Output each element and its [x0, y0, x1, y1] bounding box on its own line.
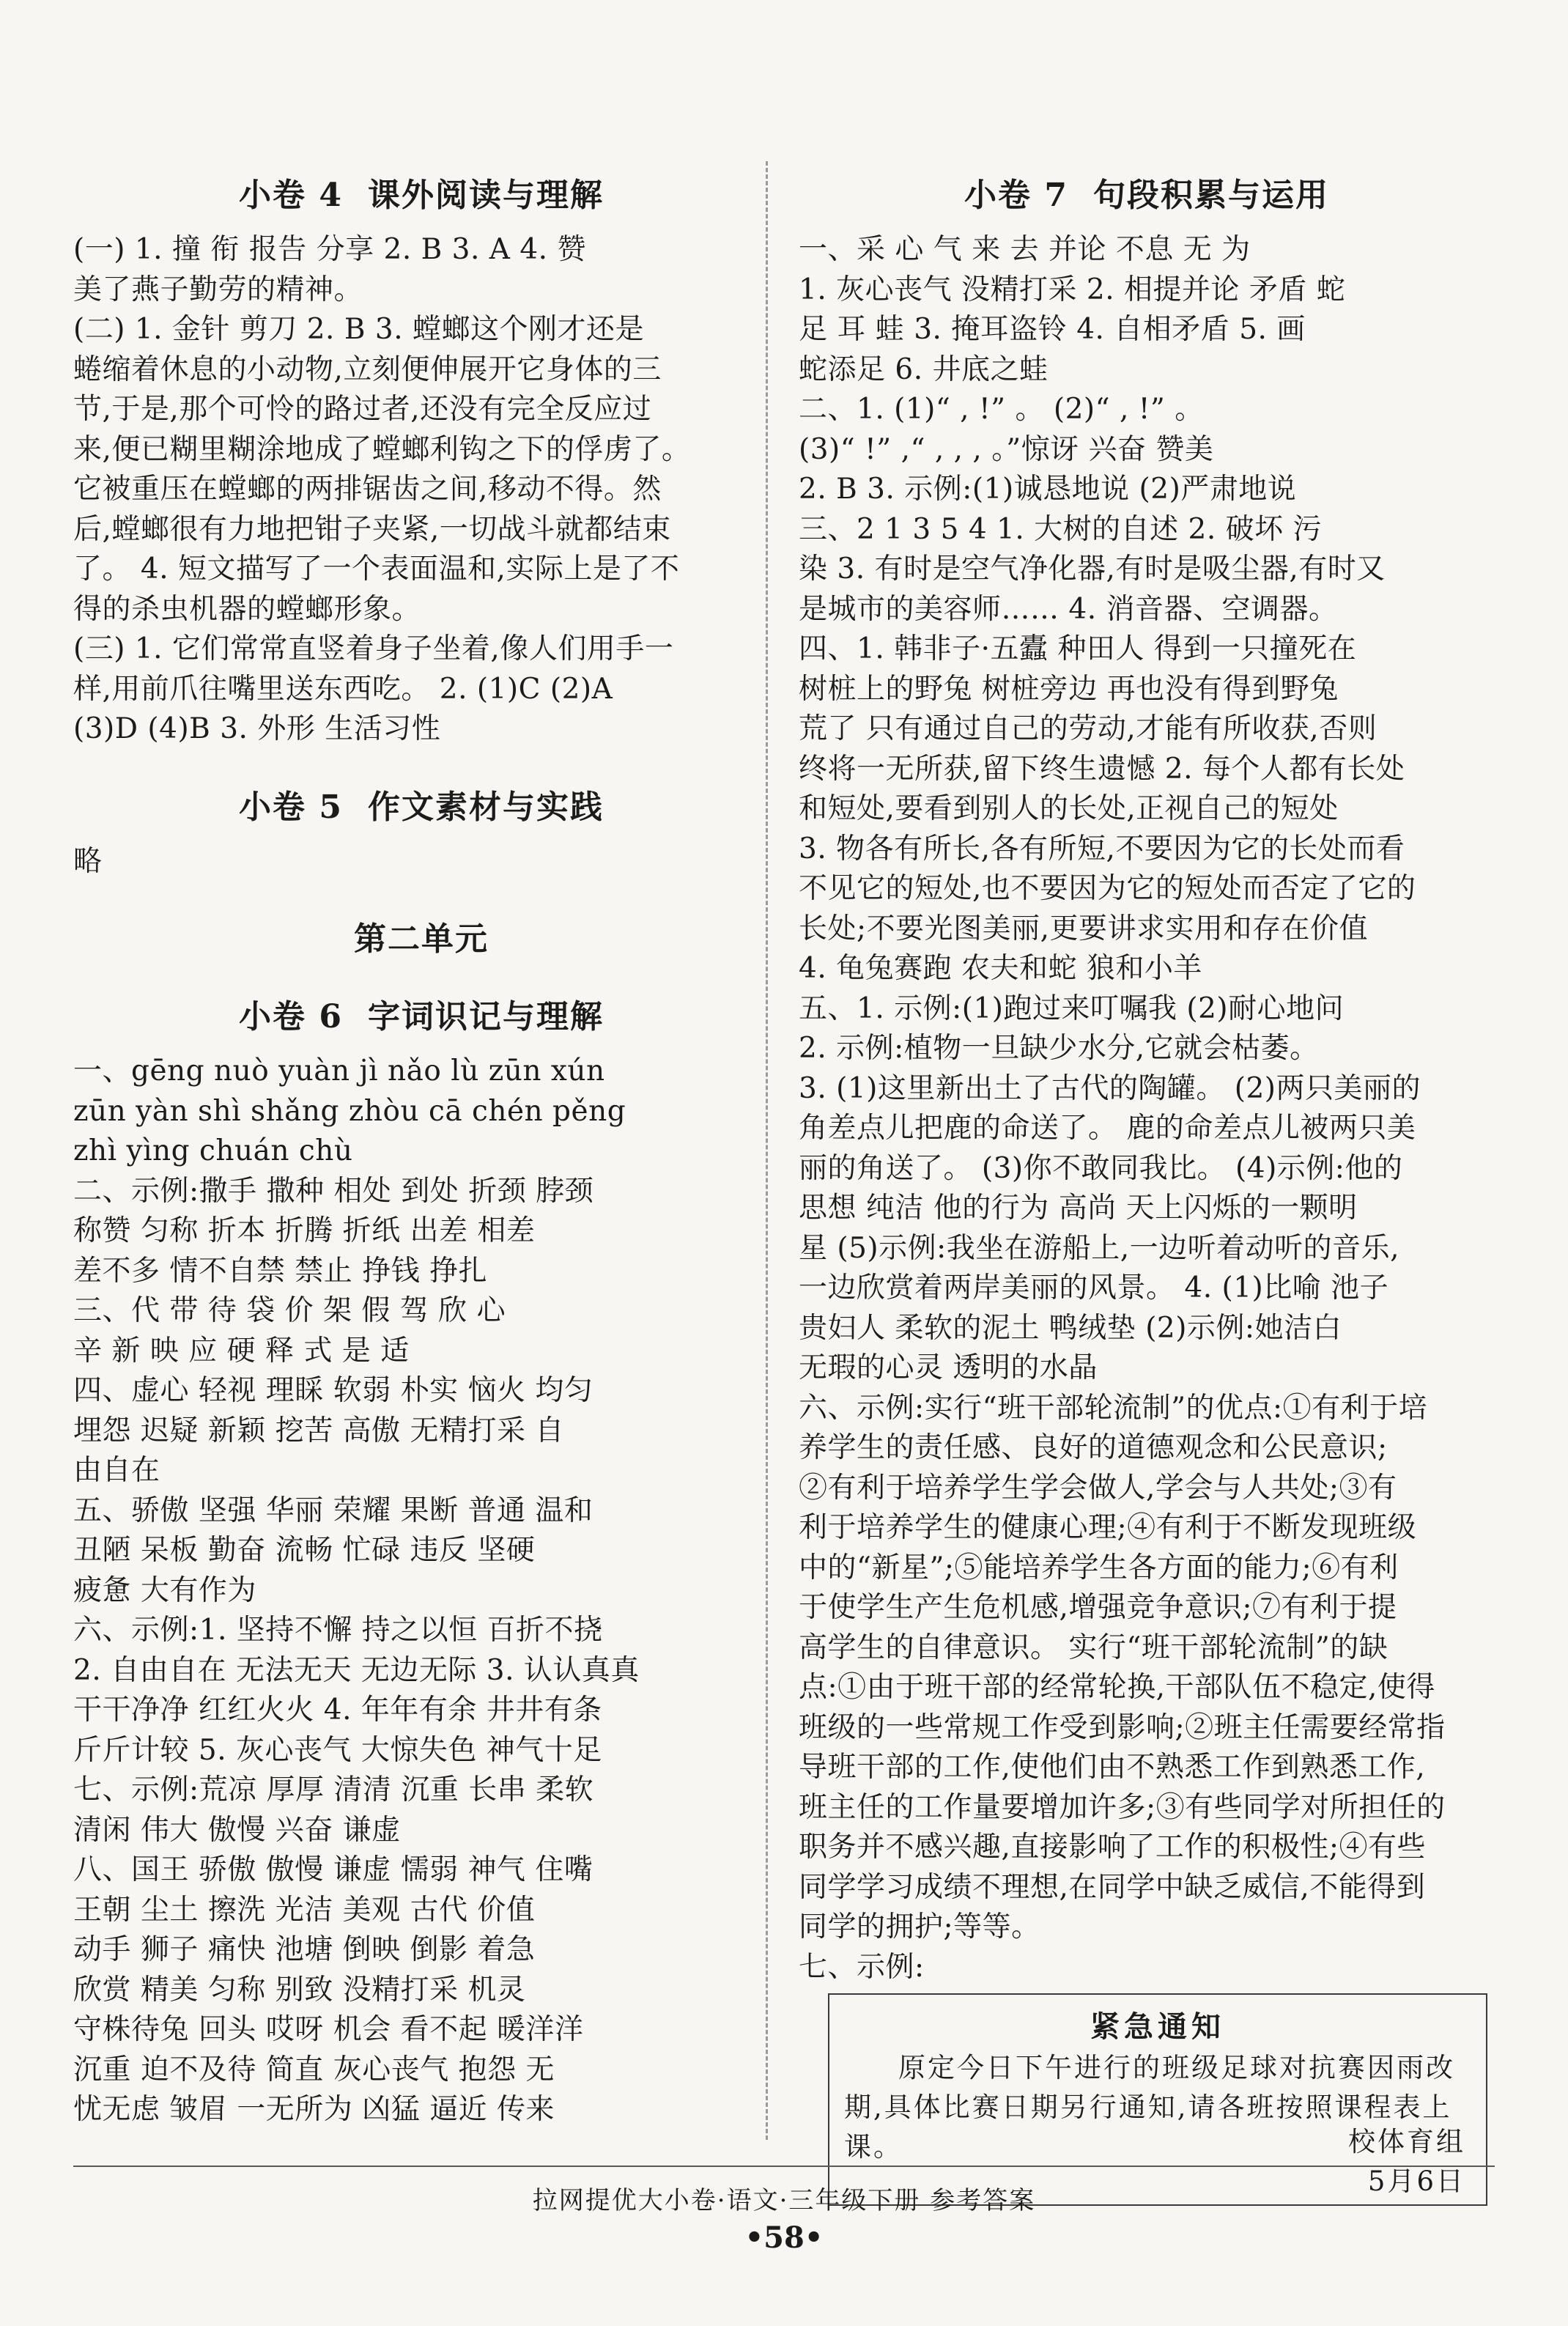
- answer-line: 2. B 3. 示例:(1)诚恳地说 (2)严肃地说: [799, 473, 1297, 506]
- section-7-heading: [799, 169, 1495, 215]
- answer-line: 四、虚心 轻视 理睬 软弱 朴实 恼火 均匀: [73, 1374, 593, 1407]
- answer-line: 不见它的短处,也不要因为它的短处而否定了它的: [799, 872, 1416, 905]
- answer-line: 足 耳 蛙 3. 掩耳盗铃 4. 自相矛盾 5. 画: [799, 313, 1306, 346]
- answer-line: 干干净净 红红火火 4. 年年有余 井井有条: [73, 1694, 602, 1727]
- answer-line: 班主任的工作量要增加许多;③有些同学对所担任的: [799, 1790, 1446, 1824]
- answer-line: 忧无虑 皱眉 一无所为 凶猛 逼近 传来: [73, 2093, 555, 2126]
- answer-line: 五、1. 示例:(1)跑过来叮嘱我 (2)耐心地问: [799, 992, 1345, 1025]
- answer-line: zhì yìng chuán chù: [73, 1134, 353, 1167]
- section-7-title: 句段积累与运用: [1092, 177, 1329, 214]
- answer-line: 了。 4. 短文描写了一个表面温和,实际上是了不: [73, 553, 680, 586]
- answer-line: 欣赏 精美 匀称 别致 没精打采 机灵: [73, 1973, 526, 2006]
- notice-title: 紧急通知: [1090, 2009, 1225, 2044]
- answer-line: 一边欣赏着两岸美丽的风景。 4. (1)比喻 池子: [799, 1271, 1389, 1304]
- answer-line: 丽的角送了。 (3)你不敢同我比。 (4)示例:他的: [799, 1151, 1403, 1185]
- answer-line: 思想 纯洁 他的行为 高尚 天上闪烁的一颗明: [799, 1192, 1358, 1225]
- answer-line: 2. 自由自在 无法无天 无边无际 3. 认认真真: [73, 1653, 640, 1687]
- answer-line: (三) 1. 它们常常直竖着身子坐着,像人们用手一: [73, 632, 674, 665]
- answer-line: 由自在: [73, 1454, 160, 1487]
- answer-line: 二、示例:撒手 撒种 相处 到处 折颈 脖颈: [73, 1174, 594, 1208]
- answer-line: 沉重 迫不及待 简直 灰心丧气 抱怨 无: [73, 2053, 555, 2086]
- section-4-answers: [73, 230, 769, 750]
- answer-line: 3. (1)这里新出土了古代的陶罐。 (2)两只美丽的: [799, 1071, 1421, 1105]
- answer-line: 它被重压在螳螂的两排锯齿之间,移动不得。然: [73, 473, 662, 506]
- answer-line: 六、示例:1. 坚持不懈 持之以恒 百折不挠: [73, 1614, 603, 1647]
- section-7-number: 小卷 7: [964, 177, 1068, 214]
- answer-line: 来,便已糊里糊涂地成了螳螂利钩之下的俘虏了。: [73, 432, 691, 466]
- footer-title: 拉网提优大小卷·语文·三年级下册 参考答案: [532, 2186, 1036, 2215]
- answer-line: 高学生的自律意识。 实行“班干部轮流制”的缺: [799, 1631, 1388, 1664]
- answer-line: 角差点儿把鹿的命送了。 鹿的命差点儿被两只美: [799, 1112, 1416, 1145]
- section-5-heading: [73, 780, 769, 827]
- unit-heading: 第二单元: [354, 920, 489, 958]
- answer-line: 导班干部的工作,使他们由不熟悉工作到熟悉工作,: [799, 1751, 1426, 1784]
- answer-line: 王朝 尘土 擦洗 光洁 美观 古代 价值: [73, 1893, 536, 1927]
- notice-body: 原定今日下午进行的班级足球对抗赛因雨改期,具体比赛日期另行通知,请各班按照课程表上课。: [844, 2052, 1455, 2163]
- answer-line: 丑陋 呆板 勤奋 流畅 忙碌 违反 坚硬: [73, 1534, 536, 1567]
- answer-line: 贵妇人 柔软的泥土 鸭绒垫 (2)示例:她洁白: [799, 1311, 1342, 1345]
- answer-line: 三、代 带 待 袋 价 架 假 驾 欣 心: [73, 1294, 506, 1327]
- answer-line: 于使学生产生危机感,增强竞争意识;⑦有利于提: [799, 1591, 1397, 1624]
- emergency-notice-box: [828, 1993, 1487, 2206]
- answer-line: 守株待兔 回头 哎呀 机会 看不起 暖洋洋: [73, 2013, 584, 2046]
- answer-line: 八、国王 骄傲 傲慢 谦虚 懦弱 神气 住嘴: [73, 1853, 593, 1886]
- answer-line: 无瑕的心灵 透明的水晶: [799, 1351, 1098, 1384]
- answer-line: 荒了 只有通过自己的劳动,才能有所收获,否则: [799, 712, 1377, 745]
- answer-line: 四、1. 韩非子·五蠹 种田人 得到一只撞死在: [799, 632, 1357, 665]
- answer-line: 七、示例:: [799, 1950, 925, 1984]
- section-6-heading: [73, 990, 769, 1037]
- answer-line: 终将一无所获,留下终生遗憾 2. 每个人都有长处: [799, 752, 1405, 786]
- answer-line: 职务并不感兴趣,直接影响了工作的积极性;④有些: [799, 1831, 1427, 1864]
- section-6-number: 小卷 6: [239, 998, 343, 1035]
- answer-line: 是城市的美容师…… 4. 消音器、空调器。: [799, 592, 1338, 626]
- section-5-title: 作文素材与实践: [367, 788, 604, 826]
- answer-line: 长处;不要光图美丽,更要讲求实用和存在价值: [799, 912, 1369, 945]
- answer-line: 辛 新 映 应 硬 释 式 是 适: [73, 1334, 410, 1367]
- answer-line: 埋怨 迟疑 新颖 挖苦 高傲 无精打采 自: [73, 1414, 564, 1447]
- section-4-title: 课外阅读与理解: [367, 177, 604, 214]
- answer-line: 利于培养学生的健康心理;④有利于不断发现班级: [799, 1511, 1417, 1544]
- answer-line: 五、骄傲 坚强 华丽 荣耀 果断 普通 温和: [73, 1494, 593, 1527]
- section-5-answer: 略: [73, 844, 103, 878]
- answer-line: 后,螳螂很有力地把钳子夹紧,一切战斗就都结束: [73, 512, 671, 546]
- answer-line: 蜷缩着休息的小动物,立刻便伸展开它身体的三: [73, 352, 662, 386]
- answer-line: zūn yàn shì shǎng zhòu cā chén pěng: [73, 1094, 626, 1128]
- answer-line: 一、gēng nuò yuàn jì nǎo lù zūn xún: [73, 1055, 605, 1088]
- answer-line: 中的“新星”;⑤能培养学生各方面的能力;⑥有利: [799, 1551, 1399, 1584]
- answer-line: 星 (5)示例:我坐在游船上,一边听着动听的音乐,: [799, 1231, 1400, 1265]
- answer-line: 3. 物各有所长,各有所短,不要因为它的长处而看: [799, 832, 1405, 865]
- answer-line: 班级的一些常规工作受到影响;②班主任需要经常指: [799, 1710, 1446, 1744]
- answer-line: 点:①由于班干部的经常轮换,干部队伍不稳定,使得: [799, 1671, 1435, 1704]
- answer-line: 蛇添足 6. 井底之蛙: [799, 352, 1049, 386]
- answer-line: (二) 1. 金针 剪刀 2. B 3. 螳螂这个刚才还是: [73, 313, 644, 346]
- answer-line: 清闲 伟大 傲慢 兴奋 谦虚: [73, 1813, 401, 1847]
- notice-signature: 校体育组: [1348, 2126, 1465, 2157]
- answer-line: 二、1. (1)“ , !” 。 (2)“ , !” 。: [799, 393, 1204, 426]
- section-5-number: 小卷 5: [239, 788, 343, 826]
- answer-line: 一、采 心 气 来 去 并论 不息 无 为: [799, 233, 1251, 266]
- section-7-answers: [799, 230, 1495, 1987]
- footer-rule: [73, 2166, 1495, 2167]
- answer-line: 节,于是,那个可怜的路过者,还没有完全反应过: [73, 393, 652, 426]
- answer-line: 得的杀虫机器的螳螂形象。: [73, 592, 421, 626]
- section-6-title: 字词识记与理解: [367, 998, 604, 1035]
- answer-line: 动手 狮子 痛快 池塘 倒映 倒影 着急: [73, 1933, 536, 1966]
- answer-line: 同学学习成绩不理想,在同学中缺乏威信,不能得到: [799, 1870, 1426, 1904]
- answer-line: 养学生的责任感、良好的道德观念和公民意识;: [799, 1431, 1388, 1464]
- answer-line: 1. 灰心丧气 没精打采 2. 相提并论 矛盾 蛇: [799, 273, 1346, 306]
- answer-line: (3)D (4)B 3. 外形 生活习性: [73, 712, 441, 745]
- answer-line: 三、2 1 3 5 4 1. 大树的自述 2. 破坏 污: [799, 512, 1323, 546]
- right-column: [799, 169, 1495, 2206]
- answer-line: 疲惫 大有作为: [73, 1573, 256, 1607]
- answer-line: 2. 示例:植物一旦缺少水分,它就会枯萎。: [799, 1032, 1319, 1065]
- answer-line: 树桩上的野兔 树桩旁边 再也没有得到野兔: [799, 672, 1339, 706]
- section-6-answers: [73, 1052, 769, 2130]
- page-number: •58•: [744, 2220, 824, 2255]
- answer-line: (3)“ !” ,“ , , , 。”惊讶 兴奋 赞美: [799, 432, 1214, 466]
- left-column: [73, 169, 769, 2130]
- answer-line: 美了燕子勤劳的精神。: [73, 273, 363, 306]
- answer-line: 染 3. 有时是空气净化器,有时是吸尘器,有时又: [799, 553, 1386, 586]
- answer-line: (一) 1. 撞 衔 报告 分享 2. B 3. A 4. 赞: [73, 233, 586, 266]
- answer-line: 和短处,要看到别人的长处,正视自己的短处: [799, 792, 1339, 825]
- column-divider: [766, 161, 768, 2140]
- answer-line: 斤斤计较 5. 灰心丧气 大惊失色 神气十足: [73, 1733, 602, 1767]
- answer-line: 样,用前爪往嘴里送东西吃。 2. (1)C (2)A: [73, 672, 613, 706]
- answer-line: 同学的拥护;等等。: [799, 1910, 1040, 1943]
- answer-line: 七、示例:荒凉 厚厚 清清 沉重 长串 柔软: [73, 1773, 594, 1806]
- answer-line: 4. 龟兔赛跑 农夫和蛇 狼和小羊: [799, 952, 1202, 985]
- section-4-number: 小卷 4: [239, 177, 343, 214]
- answer-line: ②有利于培养学生学会做人,学会与人共处;③有: [799, 1471, 1397, 1504]
- answer-line: 差不多 情不自禁 禁止 挣钱 挣扎: [73, 1254, 488, 1288]
- answer-line: 六、示例:实行“班干部轮流制”的优点:①有利于培: [799, 1391, 1428, 1425]
- section-4-heading: [73, 169, 769, 215]
- notice-date: 5月6日: [1367, 2166, 1465, 2197]
- answer-line: 称赞 匀称 折本 折腾 折纸 出差 相差: [73, 1214, 536, 1247]
